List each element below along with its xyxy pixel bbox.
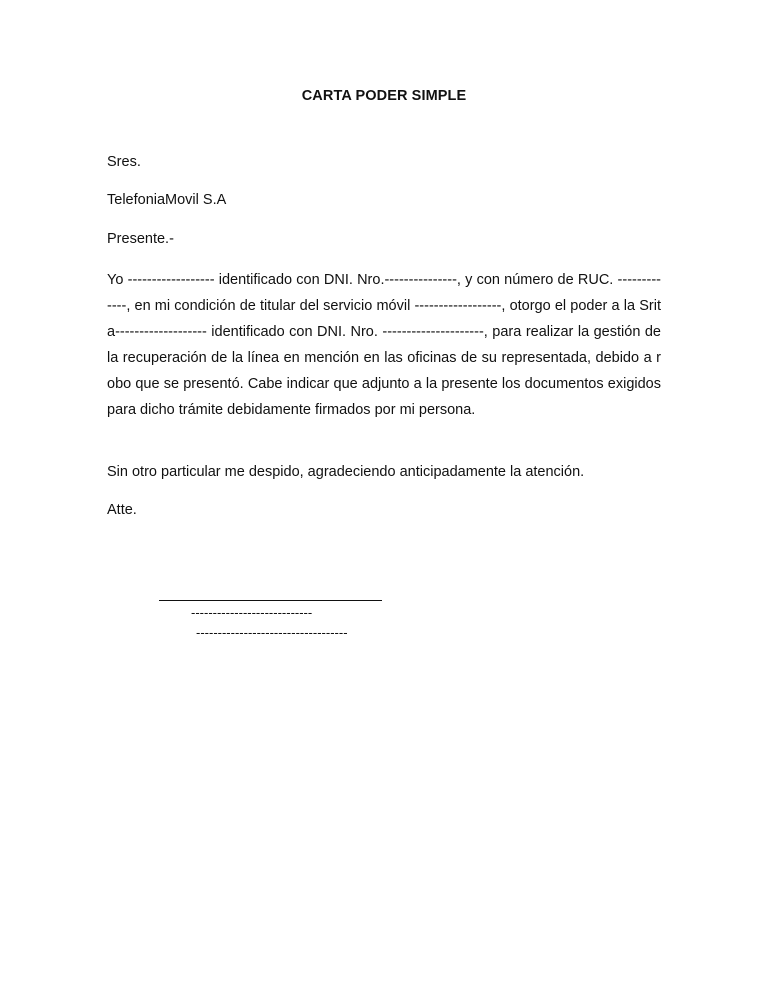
salutation: Sres. (107, 154, 141, 170)
closing-line: Sin otro particular me despido, agradeciendo anticipadamente la atención. (107, 464, 585, 480)
signature-id-placeholder: ----------------------------------- (196, 625, 348, 640)
signature-name-placeholder: ---------------------------- (191, 605, 313, 620)
sign-off: Atte. (107, 502, 137, 518)
letter-body: Yo ------------------ identificado con DNI. Nro.---------------, y con número de RUC. -------------, en mi condición de titular del servicio móvil ------------------, otorgo el poder a la Srita------------------- identificado con DNI. Nro. ---------------------, para realizar la gestión de la recuperación de la línea en mención en las oficinas de su representada, debido a robo que se presentó. Cabe indicar que adjunto a la presente los documentos exigidos para dicho trámite debidamente firmados por mi persona. (107, 272, 661, 418)
signature-line (159, 600, 382, 601)
presente-line: Presente.- (107, 231, 174, 247)
recipient-company: TelefoniaMovil S.A (107, 192, 227, 208)
document-title: CARTA PODER SIMPLE (301, 88, 467, 104)
